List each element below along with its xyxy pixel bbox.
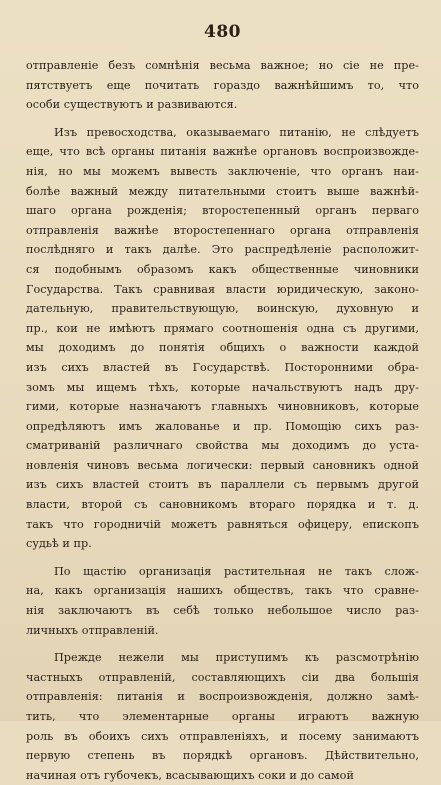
text-line: По щастію организація растительная не такъ слож-	[54, 564, 419, 578]
text-line: особи существуютъ и развиваются.	[26, 98, 238, 112]
paragraph	[26, 648, 419, 785]
text-line: нія, но мы можемъ вывесть заключеніе, что органъ наи-	[26, 164, 419, 178]
text-line: гими, которые назначаютъ главныхъ чиновниковъ, которые	[26, 400, 419, 414]
text-line: частныхъ отправленій, составляющихъ сіи два большія	[26, 670, 419, 684]
text-line: на, какъ организація нашихъ обществъ, такъ что сравне-	[26, 584, 419, 598]
text-line: мы доходимъ до понятія общихъ о важности каждой	[26, 341, 419, 355]
text-line: первую степень въ порядкѣ органовъ. Дѣйствительно,	[26, 749, 419, 763]
text-line: Государства. Такъ сравнивая власти юридическую, законо-	[26, 282, 419, 296]
text-line: тить, что элементарные органы играютъ важную	[26, 710, 419, 723]
text-line: начиная отъ губочекъ, всасывающихъ соки и до самой	[26, 768, 354, 782]
text-line: отправленіе безъ сомнѣнія весьма важное; но сіе не пре-	[26, 59, 419, 72]
text-line: ся подобнымъ образомъ какъ общественные чиновники	[26, 262, 419, 276]
text-line: нія заключаютъ въ себѣ только небольшое число раз-	[26, 604, 419, 618]
paragraph	[26, 562, 419, 640]
text-line: власти, второй съ сановникомъ втораго порядка и т. д.	[26, 498, 419, 512]
text-line: роль въ обоихъ сихъ отправленіяхъ, и посему занимаютъ	[26, 729, 419, 743]
text-line: болѣе важный между питательными стоитъ выше важнѣй-	[26, 184, 419, 198]
paragraph	[26, 123, 419, 554]
text-line: зомъ мы ищемъ тѣхъ, которые начальствуютъ надъ дру-	[26, 380, 419, 394]
text-line: судьѣ и пр.	[26, 537, 92, 551]
text-line: пятствуетъ еще почитать гораздо важнѣйшимъ то, что	[26, 78, 419, 92]
text-line: сматриваній различнаго свойства мы доходимъ до уста-	[26, 439, 419, 453]
text-line: такъ что городничій можетъ равняться офицеру, епископъ	[26, 517, 419, 531]
text-line: дательную, правительствующую, воинскую, духовную и	[26, 302, 419, 316]
paragraph	[26, 56, 419, 115]
text-line: шаго органа рожденія; второстепенный органъ перваго	[26, 204, 419, 218]
text-line: новленія чиновъ весьма логически: первый сановникъ одной	[26, 458, 419, 472]
text-line: еще, что всѣ органы питанія важнѣе органовъ воспроизвожде-	[26, 145, 419, 159]
text-line: изъ сихъ властей стоитъ въ параллели съ первымъ другой	[26, 478, 419, 492]
page-text	[26, 56, 419, 785]
text-line: изъ сихъ властей въ Государствѣ. Посторонними обра-	[26, 360, 419, 374]
text-line: послѣдняго и такъ далѣе. Это распредѣленіе расположит-	[26, 243, 419, 257]
text-line: отправленія: питанія и воспроизвожденія, должно замѣ-	[26, 690, 419, 704]
text-line: опредѣляютъ имъ жалованье и пр. Помощію сихъ раз-	[26, 419, 419, 433]
text-line: Изъ превосходства, оказываемаго питанію, не слѣдуетъ	[54, 125, 419, 139]
text-line: отправленія важнѣе второстепеннаго органа отправленія	[26, 223, 419, 237]
page-number: 480	[204, 22, 241, 42]
text-line: пр., кои не имѣютъ прямаго соотношенія одна съ другими,	[26, 321, 419, 335]
text-line: Прежде нежели мы приступимъ къ разсмотрѣнію	[54, 651, 419, 665]
text-line: личныхъ отправленій.	[26, 623, 159, 637]
